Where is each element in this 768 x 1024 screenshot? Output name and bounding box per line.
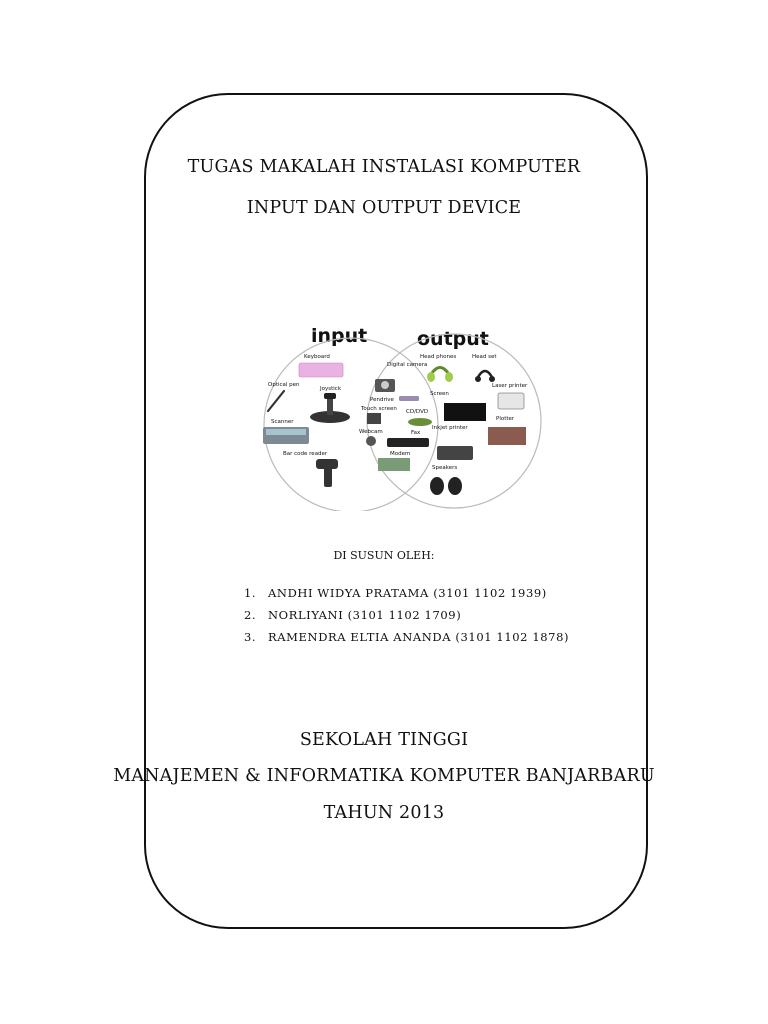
diagram-heading-output: output: [417, 328, 489, 350]
label-head-set: Head set: [472, 354, 497, 360]
label-fax: Fax: [411, 430, 421, 436]
author-name: ANDHI WIDYA PRATAMA (3101 1102 1939): [268, 586, 547, 600]
speakers-item: [430, 465, 462, 495]
author-number: 3.: [244, 630, 257, 644]
optical-pen-icon: [268, 391, 284, 411]
label-webcam: Webcam: [359, 429, 383, 435]
label-digital-camera: Digital camera: [387, 362, 428, 368]
author-list: [244, 585, 569, 651]
label-optical-pen: Optical pen: [268, 382, 300, 388]
label-inkjet-printer: Inkjet printer: [432, 425, 468, 431]
label-screen: Screen: [430, 391, 449, 397]
label-touch-screen: Touch screen: [361, 406, 397, 412]
label-pendrive: Pendrive: [370, 397, 394, 403]
head-set-icon: [475, 371, 495, 382]
input-output-diagram: [254, 321, 554, 511]
laser-printer-icon: [498, 393, 524, 409]
keyboard-icon: [299, 363, 343, 377]
head-phones-icon: [427, 368, 453, 383]
screen-icon: [444, 403, 486, 421]
label-laser-printer: Laser printer: [492, 383, 528, 389]
author-name: RAMENDRA ELTIA ANANDA (3101 1102 1878): [268, 630, 570, 644]
screen-item: [430, 391, 486, 421]
label-scanner: Scanner: [271, 419, 294, 425]
label-head-phones: Head phones: [420, 354, 457, 360]
author-name: NORLIYANI (3101 1102 1709): [268, 608, 462, 622]
fax-item: [387, 430, 429, 447]
scanner-item: [263, 419, 309, 444]
bar-code-reader-icon: [316, 459, 338, 487]
inkjet-printer-item: [432, 425, 473, 460]
document-title: TUGAS MAKALAH INSTALASI KOMPUTER: [187, 157, 581, 177]
institution-line-1: SEKOLAH TINGGI: [299, 730, 469, 750]
year-line: TAHUN 2013: [323, 803, 445, 823]
label-cd-dvd: CD/DVD: [406, 409, 429, 415]
prepared-by-label: DI SUSUN OLEH:: [333, 549, 435, 562]
cd-dvd-icon: [408, 418, 432, 426]
author-item: [244, 607, 569, 629]
author-number: 1.: [244, 586, 257, 600]
plotter-icon: [488, 427, 526, 445]
plotter-item: [488, 416, 526, 445]
keyboard-item: [299, 354, 343, 377]
speakers-icon: [430, 477, 462, 495]
scanner-icon: [263, 427, 309, 444]
touch-screen-item: [360, 406, 397, 424]
modem-icon: [378, 458, 410, 471]
joystick-icon: [310, 393, 350, 423]
document-subtitle: INPUT DAN OUTPUT DEVICE: [246, 198, 522, 218]
author-number: 2.: [244, 608, 257, 622]
inkjet-printer-icon: [437, 446, 473, 460]
optical-pen-item: [268, 382, 300, 411]
modem-item: [378, 451, 410, 471]
author-item: [244, 585, 569, 607]
pendrive-icon: [399, 396, 419, 401]
label-bar-code-reader: Bar code reader: [283, 451, 328, 457]
label-modem: Modem: [390, 451, 411, 457]
digital-camera-item: [375, 362, 427, 392]
head-set-item: [472, 354, 497, 382]
touch-screen-icon: [367, 413, 381, 424]
cd-dvd-item: [406, 409, 432, 426]
laser-printer-item: [492, 383, 528, 409]
webcam-icon: [366, 436, 376, 446]
label-keyboard: Keyboard: [304, 354, 330, 360]
institution-line-2: MANAJEMEN & INFORMATIKA KOMPUTER BANJARBARU: [113, 766, 655, 786]
fax-icon: [387, 438, 429, 447]
pendrive-item: [370, 396, 419, 403]
webcam-item: [359, 429, 383, 446]
label-joystick: Joystick: [320, 386, 342, 392]
author-item: [244, 629, 569, 651]
bar-code-reader-item: [283, 451, 338, 487]
diagram-heading-input: input: [311, 325, 368, 347]
head-phones-item: [420, 354, 456, 382]
label-speakers: Speakers: [432, 465, 458, 471]
label-plotter: Plotter: [496, 416, 515, 422]
joystick-item: [310, 386, 350, 423]
